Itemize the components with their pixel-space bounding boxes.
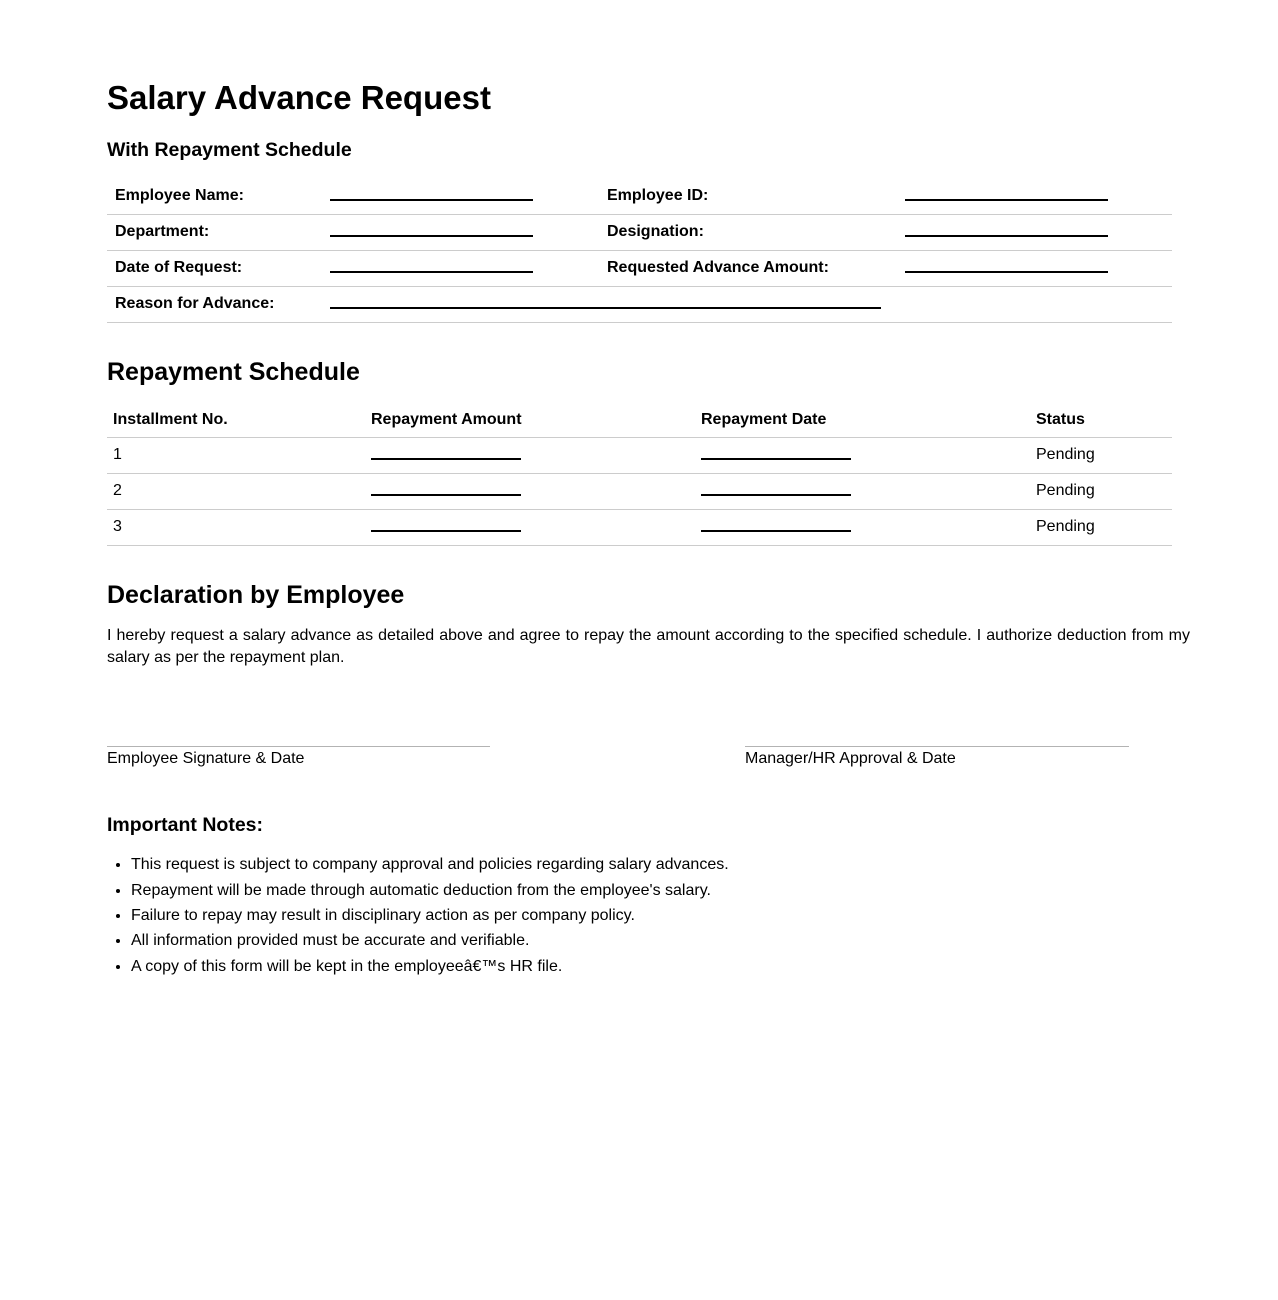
repayment-schedule-heading: Repayment Schedule <box>107 357 360 386</box>
table-row <box>107 509 1172 545</box>
employee-id-label: Employee ID: <box>607 179 905 215</box>
note-item: • This request is subject to company approval and policies regarding salary advances. <box>131 854 1190 876</box>
employee-signature-label: Employee Signature & Date <box>107 749 305 767</box>
repayment-date-blank-field <box>701 446 851 460</box>
note-item: • A copy of this form will be kept in the employeeâ€™s HR file. <box>131 956 1190 978</box>
repayment-date-column-header: Repayment Date <box>695 403 1030 438</box>
designation-label: Designation: <box>607 214 905 250</box>
employee-info-table <box>107 179 1172 323</box>
employee-name-blank-field <box>330 187 533 201</box>
reason-for-advance-label: Reason for Advance: <box>107 286 330 322</box>
status-cell: Pending <box>1030 437 1172 473</box>
declaration-heading: Declaration by Employee <box>107 580 405 609</box>
note-item: • All information provided must be accurate and verifiable. <box>131 930 1190 952</box>
table-header-row <box>107 403 1172 438</box>
page-title: Salary Advance Request <box>107 79 491 116</box>
installment-no-cell: 2 <box>107 473 365 509</box>
manager-approval-block <box>745 746 1129 770</box>
installment-no-cell: 1 <box>107 437 365 473</box>
page-subtitle: With Repayment Schedule <box>107 138 352 161</box>
installment-no-cell: 3 <box>107 509 365 545</box>
repayment-date-blank-field <box>701 518 851 532</box>
employee-name-label: Employee Name: <box>107 179 330 215</box>
note-item: • Failure to repay may result in disciplinary action as per company policy. <box>131 905 1190 927</box>
table-row <box>107 437 1172 473</box>
note-item: • Repayment will be made through automatic deduction from the employee's salary. <box>131 880 1190 902</box>
date-of-request-label: Date of Request: <box>107 250 330 286</box>
department-label: Department: <box>107 214 330 250</box>
table-row <box>107 179 1172 215</box>
status-cell: Pending <box>1030 509 1172 545</box>
status-column-header: Status <box>1030 403 1172 438</box>
important-notes-heading: Important Notes: <box>107 813 263 836</box>
document-page <box>107 0 1190 978</box>
signature-section <box>107 746 1190 770</box>
repayment-date-blank-field <box>701 482 851 496</box>
repayment-amount-blank-field <box>371 482 521 496</box>
repayment-schedule-table <box>107 403 1172 546</box>
department-blank-field <box>330 223 533 237</box>
requested-amount-blank-field <box>905 259 1108 273</box>
manager-approval-label: Manager/HR Approval & Date <box>745 749 956 767</box>
table-row <box>107 473 1172 509</box>
important-notes-list <box>107 854 1190 978</box>
status-cell: Pending <box>1030 473 1172 509</box>
repayment-amount-blank-field <box>371 518 521 532</box>
designation-blank-field <box>905 223 1108 237</box>
reason-for-advance-blank-field <box>330 295 881 309</box>
date-of-request-blank-field <box>330 259 533 273</box>
table-row <box>107 214 1172 250</box>
repayment-amount-blank-field <box>371 446 521 460</box>
table-row <box>107 250 1172 286</box>
declaration-text: I hereby request a salary advance as detailed above and agree to repay the amount according to the specified schedule. I authorize deduction from my salary as per the repayment plan. <box>107 626 1190 667</box>
installment-no-column-header: Installment No. <box>107 403 365 438</box>
repayment-amount-column-header: Repayment Amount <box>365 403 695 438</box>
employee-id-blank-field <box>905 187 1108 201</box>
requested-amount-label: Requested Advance Amount: <box>607 250 905 286</box>
employee-signature-block <box>107 746 490 770</box>
table-row <box>107 286 1172 322</box>
